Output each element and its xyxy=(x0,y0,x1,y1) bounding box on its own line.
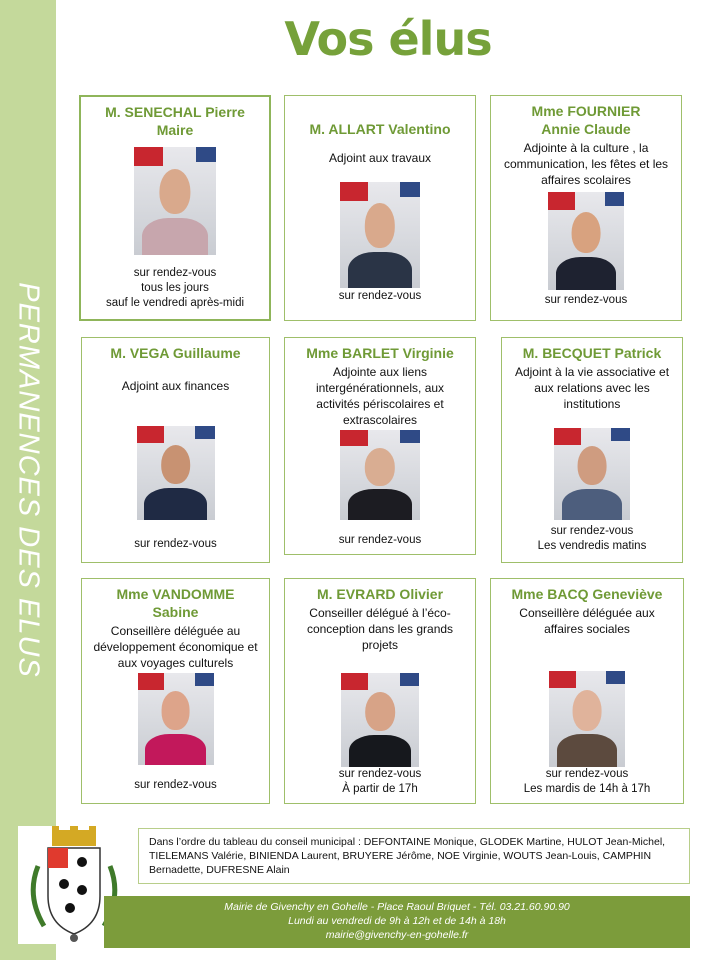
card-name: M. ALLART Valentino xyxy=(309,121,451,137)
portrait-photo xyxy=(340,430,420,520)
card-name: Mme FOURNIER Annie Claude xyxy=(531,103,641,137)
portrait-photo xyxy=(137,426,215,520)
card-barlet xyxy=(284,337,476,555)
card-role: Adjointe aux liens intergénérationnels, aux activités périscolaires et extrascolaires xyxy=(315,365,445,427)
card-note: sur rendez-vous xyxy=(338,290,422,302)
card-vandomme xyxy=(81,578,270,804)
portrait-photo xyxy=(548,192,624,290)
card-role: Conseillère déléguée au développement économique et aux voyages culturels xyxy=(93,624,258,670)
card-role: Adjoint à la vie associative et aux relations avec les institutions xyxy=(514,365,670,411)
card-name: Mme BACQ Geneviève xyxy=(511,586,663,602)
card-evrard xyxy=(284,578,476,804)
portrait-photo xyxy=(549,671,625,767)
card-note: sur rendez-vous À partir de 17h xyxy=(338,768,422,795)
card-name: M. EVRARD Olivier xyxy=(316,586,444,602)
card-note: sur rendez-vous Les mardis de 14h à 17h xyxy=(523,768,651,795)
card-senechal xyxy=(79,95,271,321)
card-note: sur rendez-vous xyxy=(134,538,217,550)
portrait-photo xyxy=(138,673,214,765)
card-bacq xyxy=(490,578,684,804)
contact-address: Mairie de Givenchy en Gohelle - Place Raoul Briquet - Tél. 03.21.60.90.90 xyxy=(224,901,570,913)
card-note: sur rendez-vous tous les jours sauf le vendredi après-midi xyxy=(105,267,245,309)
card-name: M. BECQUET Patrick xyxy=(522,345,662,361)
card-fournier xyxy=(490,95,682,321)
portrait-photo xyxy=(341,673,419,767)
page-title: Vos élus xyxy=(284,12,492,66)
portrait-photo xyxy=(554,428,630,520)
contact-hours: Lundi au vendredi de 9h à 12h et de 14h à 18h xyxy=(288,915,506,927)
portrait-photo xyxy=(134,147,216,255)
card-name: Mme BARLET Virginie xyxy=(306,345,454,361)
card-becquet xyxy=(501,337,683,563)
card-role: Conseillère déléguée aux affaires sociales xyxy=(519,606,655,636)
card-role: Adjointe à la culture , la communication, les fêtes et les affaires scolaires xyxy=(503,141,669,187)
side-title: PERMANENCES DES ELUS xyxy=(12,282,45,678)
card-role: Adjoint aux travaux xyxy=(328,151,432,165)
card-role: Conseiller délégué à l’éco-conception dans les grands projets xyxy=(306,606,454,652)
card-name: Mme VANDOMME Sabine xyxy=(116,586,235,620)
card-name: M. SENECHAL Pierre Maire xyxy=(105,104,245,138)
card-note: sur rendez-vous xyxy=(544,294,628,306)
card-vega xyxy=(81,337,270,563)
council-members-note: Dans l’ordre du tableau du conseil municipal : DEFONTAINE Monique, GLODEK Martine, HULOT Jean-Michel, TIELEMANS Valérie, BINIENDA Laurent, BRUYERE Jérôme, NOE Virginie, WOUTS Jean-Louis, CAMPHIN Bernadette, DUFRESNE Alain xyxy=(138,828,690,884)
card-role: Adjoint aux finances xyxy=(121,379,230,393)
card-note: sur rendez-vous Les vendredis matins xyxy=(537,525,647,552)
contact-bar xyxy=(104,896,690,948)
card-name: M. VEGA Guillaume xyxy=(110,345,241,361)
portrait-photo xyxy=(340,182,420,288)
card-note: sur rendez-vous xyxy=(134,779,217,791)
card-allart xyxy=(284,95,476,321)
contact-email: mairie@givenchy-en-gohelle.fr xyxy=(325,929,469,941)
card-note: sur rendez-vous xyxy=(338,534,422,546)
